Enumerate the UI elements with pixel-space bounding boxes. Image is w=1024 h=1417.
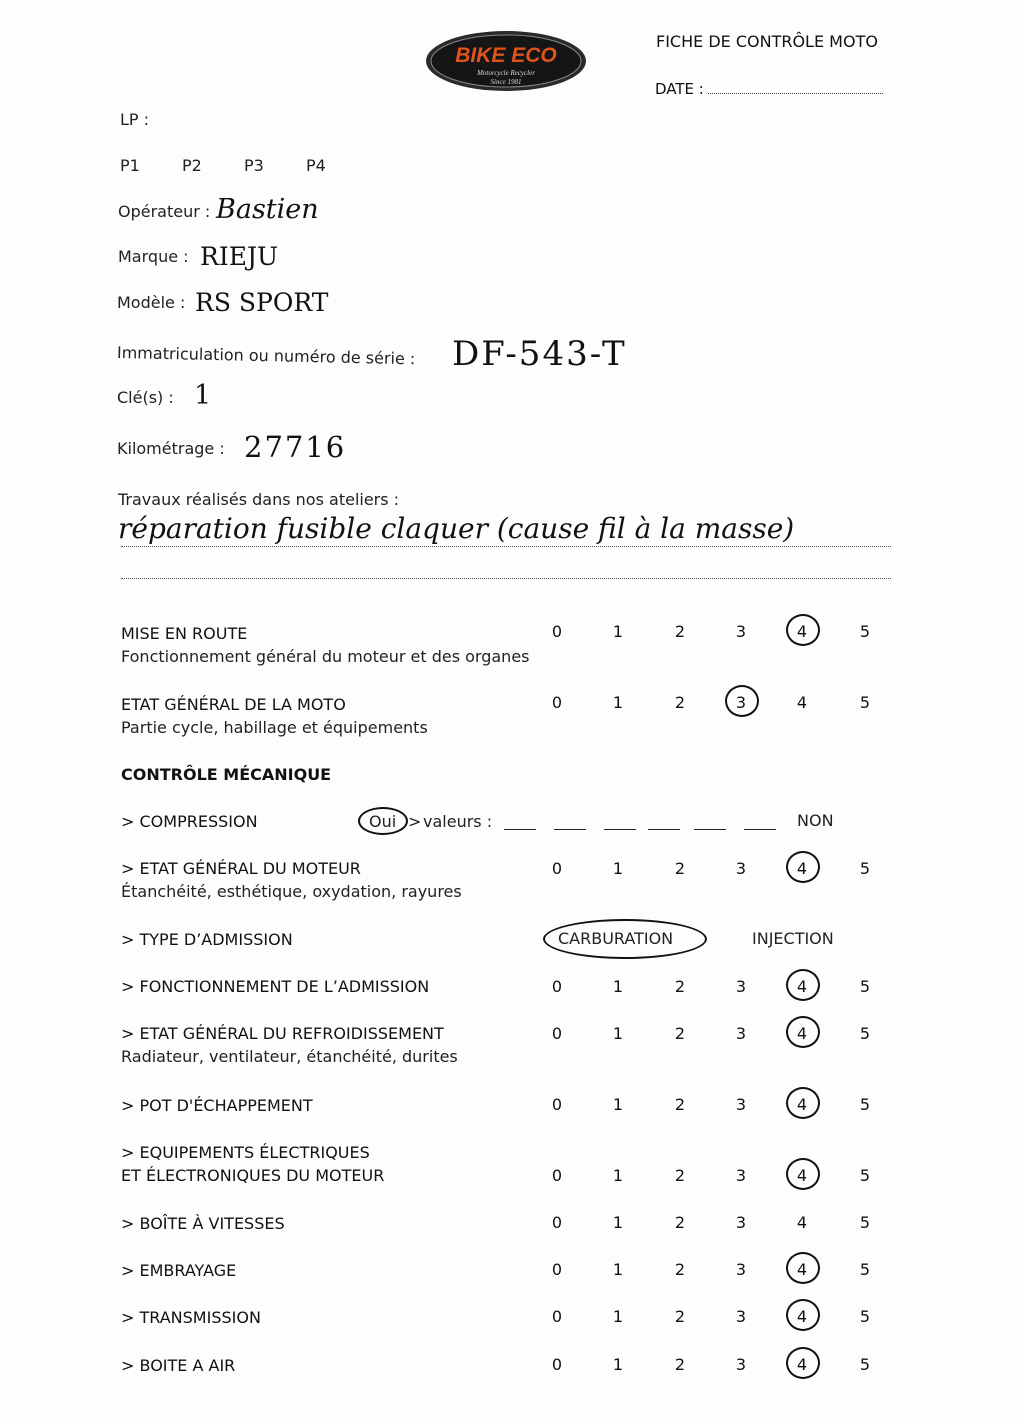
rating-transmission-option-3[interactable]: 3 <box>735 1307 747 1326</box>
rating-electrique-option-2[interactable]: 2 <box>674 1166 686 1185</box>
date-dots[interactable] <box>708 83 883 94</box>
rating-mise-en-route-option-3[interactable]: 3 <box>735 622 747 641</box>
logo-text: BIKE ECO <box>455 44 557 67</box>
rating-electrique-option-0[interactable]: 0 <box>551 1166 563 1185</box>
model-value[interactable]: RS SPORT <box>195 288 329 317</box>
rating-etat-general-option-4[interactable]: 4 <box>796 693 808 712</box>
rating-etat-general-option-5[interactable]: 5 <box>859 693 871 712</box>
rating-admission-option-5[interactable]: 5 <box>859 977 871 996</box>
arrow: > <box>408 812 422 831</box>
date-field <box>655 80 883 98</box>
compression-title: > COMPRESSION <box>121 812 258 831</box>
logo-sub2: Since 1981 <box>490 78 522 86</box>
rating-transmission-option-0[interactable]: 0 <box>551 1307 563 1326</box>
rating-boite-option-1[interactable]: 1 <box>612 1213 624 1232</box>
rating-electrique-option-3[interactable]: 3 <box>735 1166 747 1185</box>
admission-title: > FONCTIONNEMENT DE L’ADMISSION <box>121 977 430 996</box>
rating-electrique-option-4[interactable]: 4 <box>796 1166 808 1185</box>
rating-admission-option-3[interactable]: 3 <box>735 977 747 996</box>
echappement-title: > POT D'ÉCHAPPEMENT <box>121 1096 313 1115</box>
rating-boite-option-5[interactable]: 5 <box>859 1213 871 1232</box>
valeur-blank-1[interactable] <box>504 829 536 830</box>
moteur-title: > ETAT GÉNÉRAL DU MOTEUR <box>121 859 361 878</box>
rating-moteur-option-4[interactable]: 4 <box>796 859 808 878</box>
rating-refroidissement-option-3[interactable]: 3 <box>735 1024 747 1043</box>
rating-transmission-option-5[interactable]: 5 <box>859 1307 871 1326</box>
rating-etat-general-option-1[interactable]: 1 <box>612 693 624 712</box>
rating-admission-selected-circle <box>786 969 820 1001</box>
bike-eco-logo <box>425 30 587 92</box>
compression-non[interactable]: NON <box>797 811 834 830</box>
rating-transmission-option-2[interactable]: 2 <box>674 1307 686 1326</box>
operator-value[interactable]: Bastien <box>216 194 319 225</box>
rating-moteur-option-3[interactable]: 3 <box>735 859 747 878</box>
valeur-blank-5[interactable] <box>694 829 726 830</box>
refroidissement-title: > ETAT GÉNÉRAL DU REFROIDISSEMENT <box>121 1024 444 1043</box>
rating-refroidissement-option-5[interactable]: 5 <box>859 1024 871 1043</box>
rating-embrayage-option-0[interactable]: 0 <box>551 1260 563 1279</box>
rating-mise-en-route-selected-circle <box>786 614 820 646</box>
lp-label: LP : <box>120 110 150 129</box>
rating-boite-air-option-2[interactable]: 2 <box>674 1355 686 1374</box>
rating-transmission-option-1[interactable]: 1 <box>612 1307 624 1326</box>
etat-general-title: ETAT GÉNÉRAL DE LA MOTO <box>121 695 346 714</box>
date-label: DATE : <box>655 80 704 98</box>
rating-boite-option-2[interactable]: 2 <box>674 1213 686 1232</box>
rating-echappement-option-4[interactable]: 4 <box>796 1095 808 1114</box>
mechanical-heading: CONTRÔLE MÉCANIQUE <box>121 765 332 784</box>
option-injection[interactable]: INJECTION <box>752 929 834 948</box>
rating-etat-general-selected-circle <box>725 685 759 717</box>
works-value[interactable]: réparation fusible claquer (cause fil à la masse) <box>118 512 795 545</box>
position-p3[interactable]: P3 <box>244 156 264 175</box>
rating-moteur-option-0[interactable]: 0 <box>551 859 563 878</box>
rating-refroidissement-option-1[interactable]: 1 <box>612 1024 624 1043</box>
rating-boite-option-0[interactable]: 0 <box>551 1213 563 1232</box>
works-line-1 <box>121 546 891 547</box>
boite-title: > BOÎTE À VITESSES <box>121 1214 285 1233</box>
mileage-label: Kilométrage : <box>117 439 225 458</box>
logo-sub1: Motorcycle Recycler <box>477 69 535 77</box>
rating-echappement-option-0[interactable]: 0 <box>551 1095 563 1114</box>
rating-admission-option-2[interactable]: 2 <box>674 977 686 996</box>
rating-refroidissement-option-4[interactable]: 4 <box>796 1024 808 1043</box>
rating-embrayage-option-4[interactable]: 4 <box>796 1260 808 1279</box>
valeur-blank-4[interactable] <box>648 829 680 830</box>
brand-label: Marque : <box>118 247 189 266</box>
option-carburation[interactable]: CARBURATION <box>558 929 674 948</box>
valeur-blank-6[interactable] <box>744 829 776 830</box>
rating-echappement-option-5[interactable]: 5 <box>859 1095 871 1114</box>
rating-embrayage-option-1[interactable]: 1 <box>612 1260 624 1279</box>
rating-boite-air-option-1[interactable]: 1 <box>612 1355 624 1374</box>
keys-label: Clé(s) : <box>117 388 174 407</box>
rating-mise-en-route-option-2[interactable]: 2 <box>674 622 686 641</box>
position-p2[interactable]: P2 <box>182 156 202 175</box>
mise-en-route-sub: Fonctionnement général du moteur et des organes <box>121 647 530 666</box>
rating-embrayage-option-3[interactable]: 3 <box>735 1260 747 1279</box>
position-p4[interactable]: P4 <box>306 156 326 175</box>
works-label: Travaux réalisés dans nos ateliers : <box>118 490 400 509</box>
works-line-2 <box>121 578 891 579</box>
rating-boite-air-selected-circle <box>786 1347 820 1379</box>
rating-transmission-option-4[interactable]: 4 <box>796 1307 808 1326</box>
keys-value[interactable]: 1 <box>194 380 212 411</box>
rating-mise-en-route-option-0[interactable]: 0 <box>551 622 563 641</box>
rating-electrique-selected-circle <box>786 1158 820 1190</box>
position-p1[interactable]: P1 <box>120 156 140 175</box>
rating-boite-air-option-5[interactable]: 5 <box>859 1355 871 1374</box>
rating-refroidissement-option-0[interactable]: 0 <box>551 1024 563 1043</box>
rating-transmission-selected-circle <box>786 1299 820 1331</box>
operator-label: Opérateur : <box>118 202 211 221</box>
etat-general-sub: Partie cycle, habillage et équipements <box>121 718 428 737</box>
rating-boite-air-option-4[interactable]: 4 <box>796 1355 808 1374</box>
rating-boite-option-4[interactable]: 4 <box>796 1213 808 1232</box>
rating-echappement-selected-circle <box>786 1087 820 1119</box>
embrayage-title: > EMBRAYAGE <box>121 1261 237 1280</box>
rating-refroidissement-option-2[interactable]: 2 <box>674 1024 686 1043</box>
rating-moteur-selected-circle <box>786 851 820 883</box>
registration-label: Immatriculation ou numéro de série : <box>116 343 416 369</box>
rating-embrayage-selected-circle <box>786 1252 820 1284</box>
model-label: Modèle : <box>117 293 186 312</box>
page-title: FICHE DE CONTRÔLE MOTO <box>656 32 878 51</box>
rating-etat-general-option-3[interactable]: 3 <box>735 693 747 712</box>
rating-electrique-option-1[interactable]: 1 <box>612 1166 624 1185</box>
rating-echappement-option-2[interactable]: 2 <box>674 1095 686 1114</box>
compression-oui[interactable]: Oui <box>369 812 397 831</box>
mise-en-route-title: MISE EN ROUTE <box>121 624 248 643</box>
rating-admission-option-1[interactable]: 1 <box>612 977 624 996</box>
rating-embrayage-option-5[interactable]: 5 <box>859 1260 871 1279</box>
rating-admission-option-4[interactable]: 4 <box>796 977 808 996</box>
rating-refroidissement-selected-circle <box>786 1016 820 1048</box>
rating-moteur-option-1[interactable]: 1 <box>612 859 624 878</box>
rating-boite-option-3[interactable]: 3 <box>735 1213 747 1232</box>
rating-moteur-option-5[interactable]: 5 <box>859 859 871 878</box>
electrique-title: > EQUIPEMENTS ÉLECTRIQUES <box>121 1143 370 1162</box>
rating-electrique-option-5[interactable]: 5 <box>859 1166 871 1185</box>
rating-mise-en-route-option-4[interactable]: 4 <box>796 622 808 641</box>
refroidissement-sub: Radiateur, ventilateur, étanchéité, durites <box>121 1047 458 1066</box>
rating-mise-en-route-option-5[interactable]: 5 <box>859 622 871 641</box>
rating-etat-general-option-0[interactable]: 0 <box>551 693 563 712</box>
rating-etat-general-option-2[interactable]: 2 <box>674 693 686 712</box>
compression-valeurs-label: valeurs : <box>423 812 493 831</box>
boite-air-title: > BOITE A AIR <box>121 1356 236 1375</box>
rating-boite-air-option-3[interactable]: 3 <box>735 1355 747 1374</box>
rating-echappement-option-1[interactable]: 1 <box>612 1095 624 1114</box>
transmission-title: > TRANSMISSION <box>121 1308 261 1327</box>
valeur-blank-3[interactable] <box>604 829 636 830</box>
admission-type-title: > TYPE D’ADMISSION <box>121 930 293 949</box>
registration-value[interactable]: DF-543-T <box>452 334 627 374</box>
rating-boite-air-option-0[interactable]: 0 <box>551 1355 563 1374</box>
rating-embrayage-option-2[interactable]: 2 <box>674 1260 686 1279</box>
rating-admission-option-0[interactable]: 0 <box>551 977 563 996</box>
electrique-title2: ET ÉLECTRONIQUES DU MOTEUR <box>121 1166 385 1185</box>
mileage-value[interactable]: 27716 <box>244 430 347 464</box>
rating-moteur-option-2[interactable]: 2 <box>674 859 686 878</box>
rating-echappement-option-3[interactable]: 3 <box>735 1095 747 1114</box>
moteur-sub: Étanchéité, esthétique, oxydation, rayures <box>121 882 462 901</box>
valeur-blank-2[interactable] <box>554 829 586 830</box>
rating-mise-en-route-option-1[interactable]: 1 <box>612 622 624 641</box>
brand-value[interactable]: RIEJU <box>200 242 279 271</box>
